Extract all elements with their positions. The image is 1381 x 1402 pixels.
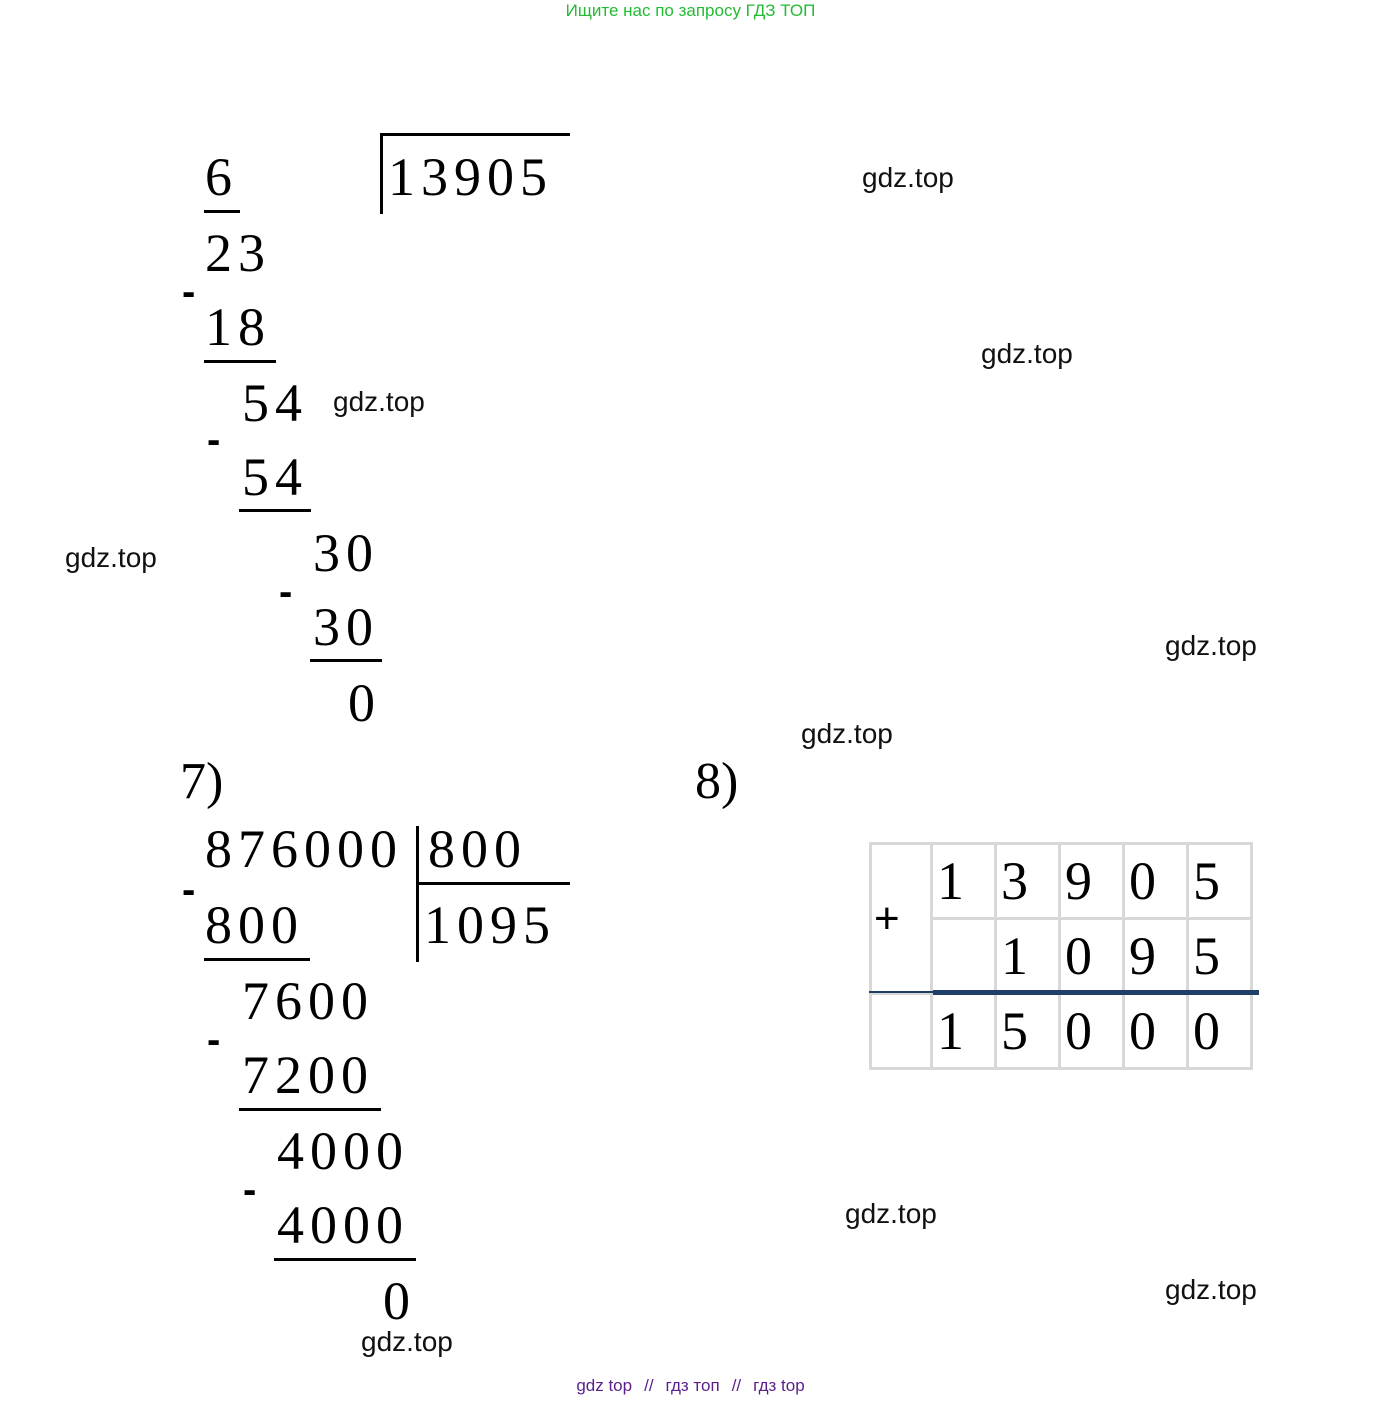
digit-cell <box>932 994 996 1069</box>
watermark: gdz.top <box>801 718 893 749</box>
column-addition-grid <box>869 842 1253 1070</box>
digit-cell <box>996 994 1060 1069</box>
digit-cell <box>1060 919 1124 994</box>
digit: 0 <box>1065 1001 1092 1061</box>
minus-sign: - <box>207 418 221 462</box>
step-value: 7600 <box>242 971 374 1031</box>
digit-cell <box>1124 844 1188 919</box>
divisor-value: 800 <box>428 819 527 879</box>
footer-links <box>0 1376 1381 1396</box>
watermark: gdz.top <box>361 1326 453 1357</box>
digit: 5 <box>1001 1001 1028 1061</box>
digit-cell <box>1124 994 1188 1069</box>
division-bracket-horizontal <box>380 133 570 136</box>
step-value: 54 <box>242 447 308 507</box>
digit-cell <box>996 844 1060 919</box>
digit: 1 <box>1001 926 1028 986</box>
division-bracket-horizontal <box>418 882 570 885</box>
digit-cell <box>1188 844 1252 919</box>
divisor-underline <box>204 210 240 213</box>
digit: 3 <box>1001 851 1028 911</box>
minus-sign: - <box>243 1168 257 1212</box>
subtraction-line <box>239 509 311 512</box>
digit: 0 <box>1129 1001 1156 1061</box>
footer-link[interactable]: гдз top <box>753 1376 805 1395</box>
problem-label: 7) <box>180 753 224 810</box>
digit-cell <box>932 919 996 994</box>
watermark: gdz.top <box>1165 630 1257 661</box>
digit: 0 <box>1065 926 1092 986</box>
watermark: gdz.top <box>65 542 157 573</box>
digit: 9 <box>1065 851 1092 911</box>
digit: 5 <box>1193 926 1220 986</box>
digit: 5 <box>1193 851 1220 911</box>
empty-cell <box>871 994 932 1069</box>
dividend-value: 876000 <box>205 819 403 879</box>
minus-sign: - <box>279 570 293 614</box>
digit-cell <box>1188 919 1252 994</box>
subtraction-line <box>310 659 382 662</box>
digit-cell <box>1124 919 1188 994</box>
watermark: gdz.top <box>1165 1274 1257 1305</box>
footer-separator: // <box>731 1376 742 1395</box>
step-value: 30 <box>313 523 379 583</box>
digit-cell <box>1060 994 1124 1069</box>
watermark: gdz.top <box>862 162 954 193</box>
problem-label: 8) <box>695 753 739 810</box>
step-value: 23 <box>205 223 271 283</box>
subtraction-line <box>204 958 310 961</box>
remainder-value: 0 <box>348 673 381 733</box>
subtraction-line <box>239 1108 381 1111</box>
subtraction-line <box>204 360 276 363</box>
step-value: 4000 <box>277 1121 409 1181</box>
addend-row-1 <box>871 844 1252 919</box>
digit-cell <box>1060 844 1124 919</box>
minus-sign: - <box>182 868 196 912</box>
watermark: gdz.top <box>981 338 1073 369</box>
remainder-value: 0 <box>383 1271 416 1331</box>
digit: 1 <box>937 851 964 911</box>
page-header-text: Ищите нас по запросу ГДЗ ТОП <box>565 1 816 20</box>
step-value: 30 <box>313 597 379 657</box>
minus-sign: - <box>207 1018 221 1062</box>
subtraction-line <box>274 1258 416 1261</box>
step-value: 800 <box>205 895 304 955</box>
operator-cell <box>871 844 932 994</box>
step-value: 18 <box>205 297 271 357</box>
plus-sign: + <box>874 893 900 943</box>
watermark: gdz.top <box>845 1198 937 1229</box>
footer-link[interactable]: гдз топ <box>665 1376 720 1395</box>
digit: 0 <box>1193 1001 1220 1061</box>
result-row <box>871 994 1252 1069</box>
quotient-value: 13905 <box>388 147 553 207</box>
digit-cell <box>932 844 996 919</box>
footer-link[interactable]: gdz top <box>576 1376 633 1395</box>
step-value: 4000 <box>277 1195 409 1255</box>
digit: 0 <box>1129 851 1156 911</box>
minus-sign: - <box>182 270 196 314</box>
digit: 1 <box>937 1001 964 1061</box>
sum-rule-thin <box>869 991 933 993</box>
divisor-value: 6 <box>205 147 238 207</box>
step-value: 7200 <box>242 1045 374 1105</box>
digit: 9 <box>1129 926 1156 986</box>
step-value: 54 <box>242 373 308 433</box>
division-bracket-vertical <box>380 134 383 214</box>
footer-separator: // <box>644 1376 654 1395</box>
digit-cell <box>1188 994 1252 1069</box>
quotient-value: 1095 <box>424 895 556 955</box>
digit-cell <box>996 919 1060 994</box>
sum-rule <box>933 990 1259 995</box>
watermark: gdz.top <box>333 386 425 417</box>
division-bracket-vertical <box>416 826 419 962</box>
